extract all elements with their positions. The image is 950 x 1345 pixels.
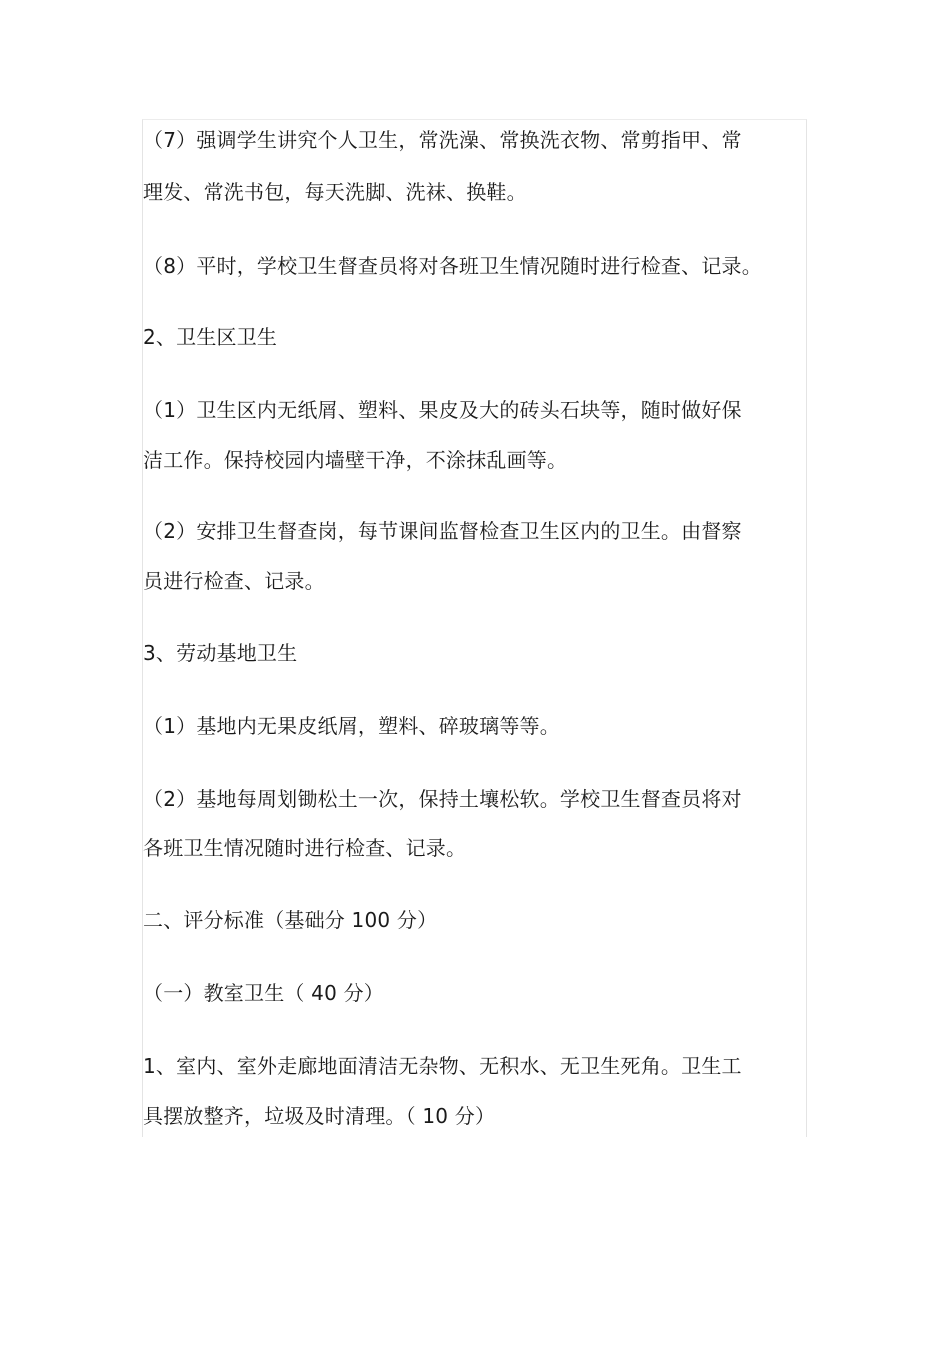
section-3-item-2-line-1: （2）基地每周划锄松土一次，保持土壤松软。学校卫生督查员将对 — [143, 787, 742, 811]
paragraph-8: （8）平时，学校卫生督查员将对各班卫生情况随时进行检查、记录。 — [143, 254, 762, 278]
section-2-item-1-line-1: （1）卫生区内无纸屑、塑料、果皮及大的砖头石块等，随时做好保 — [143, 398, 742, 422]
section-heading-3: 3、劳动基地卫生 — [143, 641, 298, 665]
section-2-item-2-line-1: （2）安排卫生督查岗，每节课间监督检查卫生区内的卫生。由督察 — [143, 519, 742, 543]
paragraph-7-line-2: 理发、常洗书包，每天洗脚、洗袜、换鞋。 — [143, 180, 527, 204]
section-heading-2: 2、卫生区卫生 — [143, 325, 278, 349]
scoring-heading: 二、评分标准（基础分 100 分） — [143, 908, 438, 932]
classroom-hygiene-heading: （一）教室卫生（ 40 分） — [143, 981, 384, 1005]
section-2-item-2-line-2: 员进行检查、记录。 — [143, 569, 325, 593]
criterion-1-line-1: 1、室内、室外走廊地面清洁无杂物、无积水、无卫生死角。卫生工 — [143, 1054, 742, 1078]
criterion-1-line-2: 具摆放整齐，垃圾及时清理。（ 10 分） — [143, 1104, 496, 1128]
section-3-item-1: （1）基地内无果皮纸屑，塑料、碎玻璃等等。 — [143, 714, 560, 738]
paragraph-7-line-1: （7）强调学生讲究个人卫生，常洗澡、常换洗衣物、常剪指甲、常 — [143, 128, 742, 152]
section-3-item-2-line-2: 各班卫生情况随时进行检查、记录。 — [143, 836, 467, 860]
section-2-item-1-line-2: 洁工作。保持校园内墙壁干净，不涂抹乱画等。 — [143, 448, 568, 472]
